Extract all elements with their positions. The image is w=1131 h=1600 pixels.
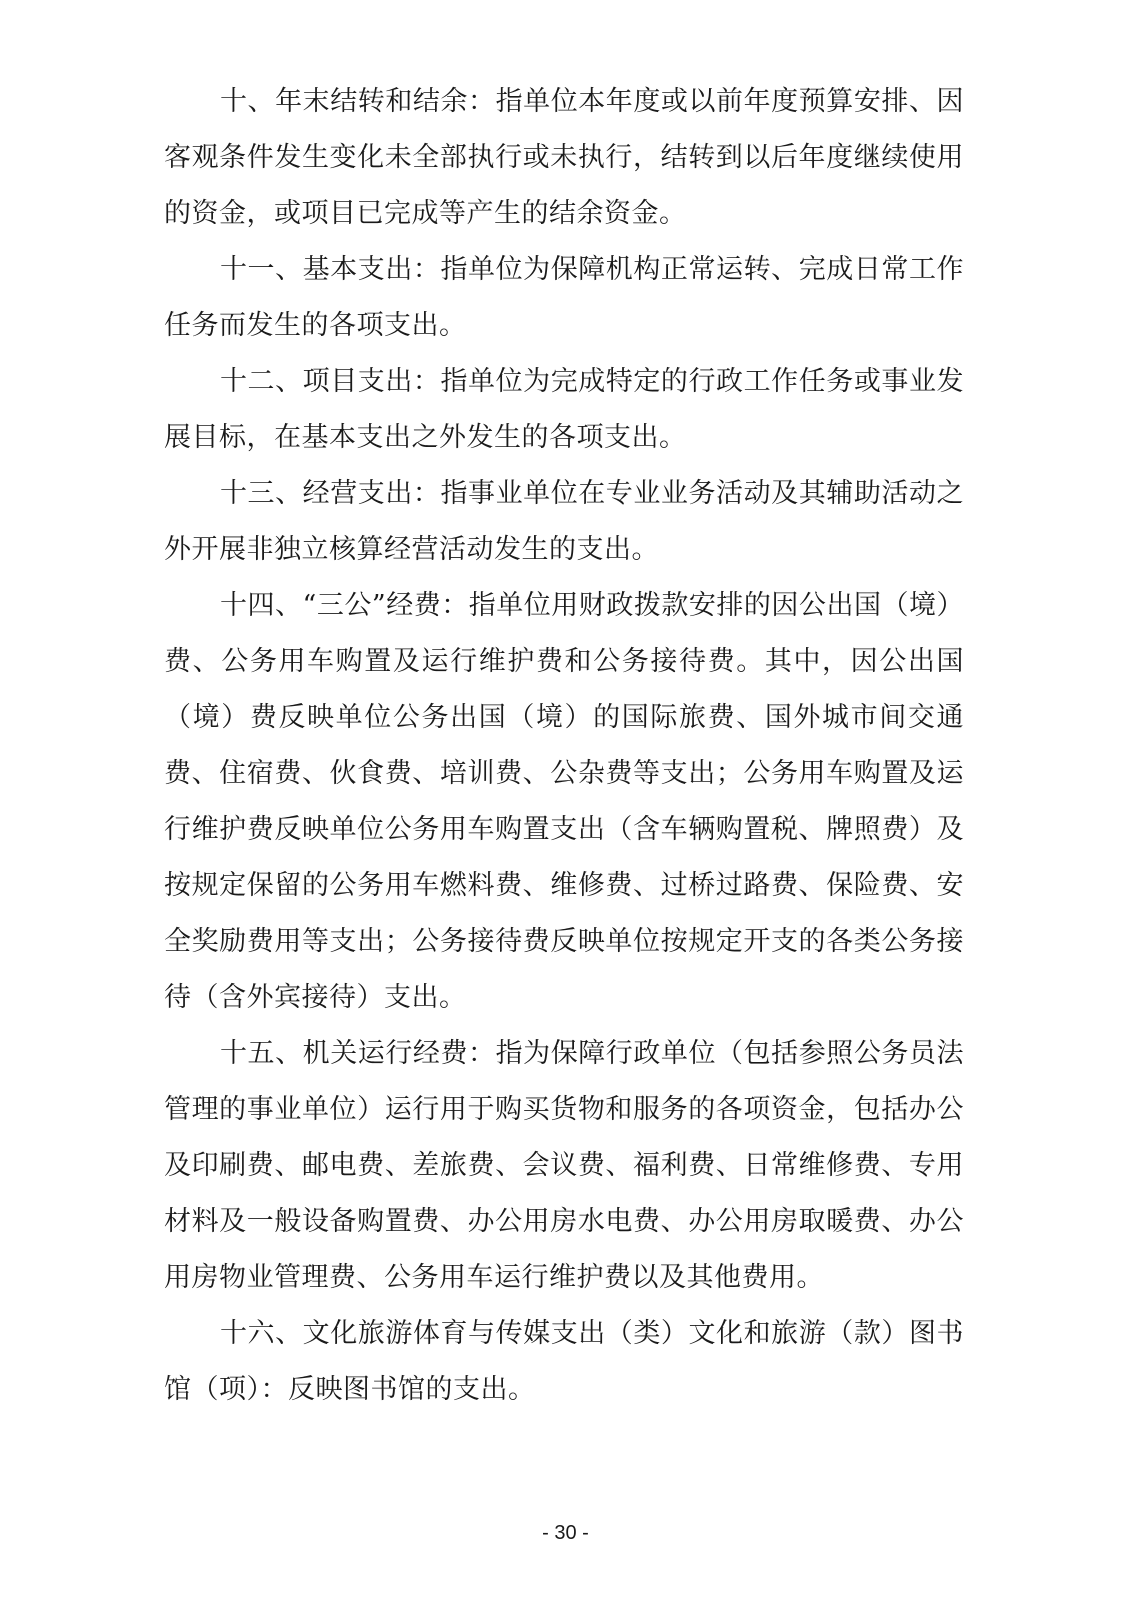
paragraph-three-public-expenses: 十四、“三公”经费：指单位用财政拨款安排的因公出国（境）费、公务用车购置及运行维护费和公务接待费。其中，因公出国（境）费反映单位公务出国（境）的国际旅费、国外城市间交通费、住宿费、伙食费、培训费、公杂费等支出；公务用车购置及运行维护费反映单位公务用车购置支出（含车辆购置税、牌照费）及按规定保留的公务用车燃料费、维修费、过桥过路费、保险费、安全奖励费用等支出；公务接待费反映单位按规定开支的各类公务接待（含外宾接待）支出。 (164, 590, 964, 1013)
paragraph-operating-expenditure: 十三、经营支出：指事业单位在专业业务活动及其辅助活动之外开展非独立核算经营活动发生的支出。 (164, 478, 964, 565)
paragraph-library-expenditure: 十六、文化旅游体育与传媒支出（类）文化和旅游（款）图书馆（项）：反映图书馆的支出。 (164, 1318, 964, 1405)
paragraph-year-end-carryover: 十、年末结转和结余：指单位本年度或以前年度预算安排、因客观条件发生变化未全部执行或未执行，结转到以后年度继续使用的资金，或项目已完成等产生的结余资金。 (164, 86, 964, 229)
paragraph-basic-expenditure: 十一、基本支出：指单位为保障机构正常运转、完成日常工作任务而发生的各项支出。 (164, 254, 964, 341)
paragraph-project-expenditure: 十二、项目支出：指单位为完成特定的行政工作任务或事业发展目标，在基本支出之外发生的各项支出。 (164, 366, 964, 453)
paragraph-agency-operating-funds: 十五、机关运行经费：指为保障行政单位（包括参照公务员法管理的事业单位）运行用于购买货物和服务的各项资金，包括办公及印刷费、邮电费、差旅费、会议费、福利费、日常维修费、专用材料及一般设备购置费、办公用房水电费、办公用房取暖费、办公用房物业管理费、公务用车运行维护费以及其他费用。 (164, 1038, 964, 1293)
document-body (164, 74, 964, 1418)
page-number: - 30 - (542, 1522, 589, 1544)
